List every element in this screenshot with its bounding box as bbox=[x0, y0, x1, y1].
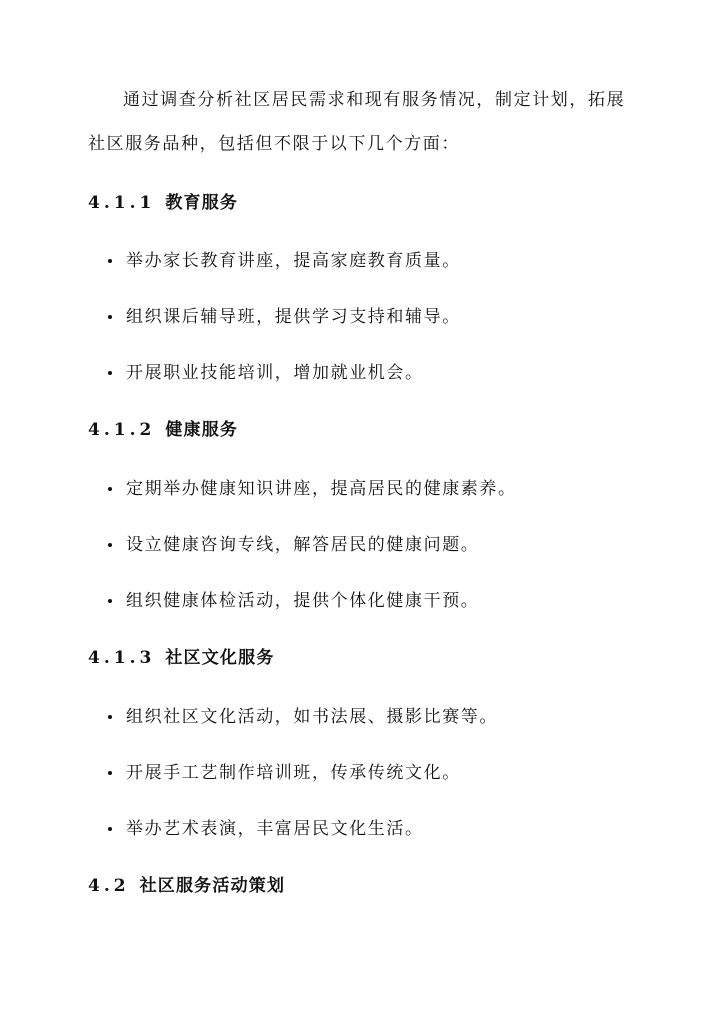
list-item-text: 组织课后辅导班，提供学习支持和辅导。 bbox=[126, 307, 461, 327]
intro-line-2: 社区服务品种，包括但不限于以下几个方面： bbox=[88, 134, 460, 154]
bullet-icon bbox=[108, 771, 112, 775]
section-heading-4-1-2 bbox=[88, 415, 238, 440]
section-number: 4.1.2 bbox=[88, 420, 156, 440]
list-item bbox=[108, 758, 461, 783]
list-item-text: 举办艺术表演，丰富居民文化生活。 bbox=[126, 819, 424, 839]
bullet-icon bbox=[108, 259, 112, 263]
list-item-text: 开展职业技能培训，增加就业机会。 bbox=[126, 363, 424, 383]
list-item-text: 组织健康体检活动，提供个体化健康干预。 bbox=[126, 591, 480, 611]
list-item bbox=[108, 530, 479, 555]
section-title: 社区文化服务 bbox=[165, 648, 275, 668]
bullet-icon bbox=[108, 315, 112, 319]
section-number: 4.1.3 bbox=[88, 648, 156, 668]
section-title: 健康服务 bbox=[165, 420, 239, 440]
section-number: 4.2 bbox=[88, 876, 130, 896]
list-item bbox=[108, 814, 424, 839]
list-item-text: 定期举办健康知识讲座，提高居民的健康素养。 bbox=[126, 479, 517, 499]
list-item bbox=[108, 474, 517, 499]
section-heading-4-1-3 bbox=[88, 643, 275, 668]
section-number: 4.1.1 bbox=[88, 193, 156, 213]
section-heading-4-2 bbox=[88, 871, 285, 896]
list-item bbox=[108, 586, 479, 611]
list-item bbox=[108, 702, 498, 727]
bullet-icon bbox=[108, 715, 112, 719]
section-heading-4-1-1 bbox=[88, 188, 238, 213]
bullet-icon bbox=[108, 371, 112, 375]
list-item-text: 开展手工艺制作培训班，传承传统文化。 bbox=[126, 763, 461, 783]
bullet-icon bbox=[108, 487, 112, 491]
bullet-icon bbox=[108, 543, 112, 547]
section-title: 社区服务活动策划 bbox=[139, 876, 286, 896]
list-item bbox=[108, 246, 461, 271]
list-item-text: 组织社区文化活动，如书法展、摄影比赛等。 bbox=[126, 707, 498, 727]
list-item-text: 举办家长教育讲座，提高家庭教育质量。 bbox=[126, 251, 461, 271]
bullet-icon bbox=[108, 599, 112, 603]
intro-line-1: 通过调查分析社区居民需求和现有服务情况，制定计划，拓展 bbox=[123, 90, 626, 110]
list-item bbox=[108, 358, 424, 383]
intro-paragraph bbox=[88, 78, 648, 166]
section-title: 教育服务 bbox=[165, 193, 239, 213]
list-item bbox=[108, 302, 461, 327]
bullet-icon bbox=[108, 827, 112, 831]
list-item-text: 设立健康咨询专线，解答居民的健康问题。 bbox=[126, 535, 480, 555]
